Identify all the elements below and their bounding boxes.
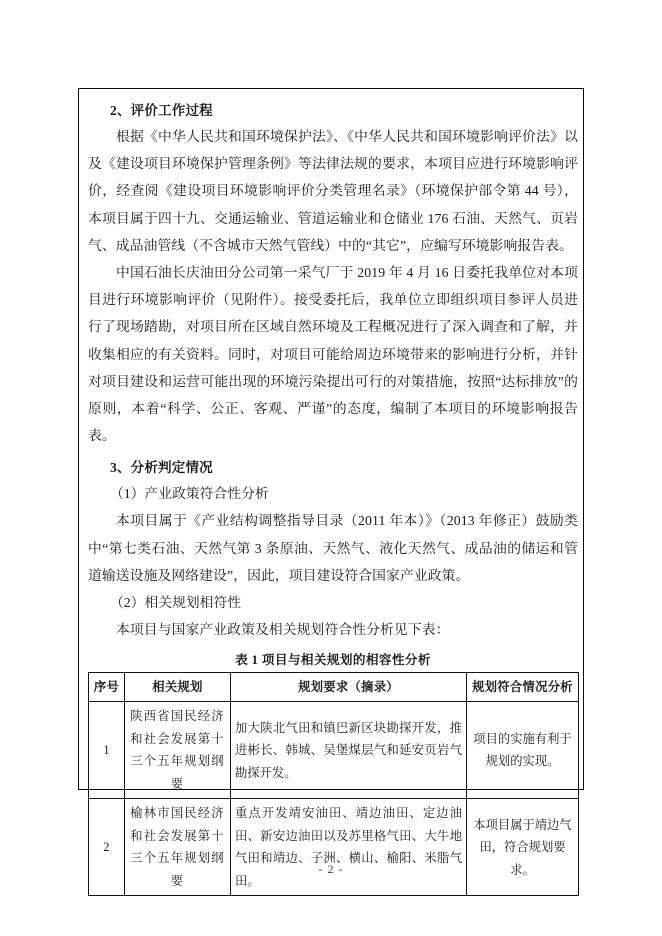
subsection-title-plan-consistency: （2）相关规划相符性 <box>110 595 242 611</box>
cell-conclusion: 项目的实施有利于规划的实现。 <box>467 702 579 799</box>
cell-plan: 榆林市国民经济和社会发展第十三个五年规划纲要 <box>125 799 231 896</box>
table-caption: 表 1 项目与相关规划的相容性分析 <box>235 653 431 668</box>
paragraph-commission-and-survey: 中国石油长庆油田分公司第一采气厂于 2019 年 4 月 16 日委托我单位对本项目进行环境影响评价（见附件）。接受委托后，我单位立即组织项目参评人员进行了现场踏勘，对项目所在区域自然环境及工程概况进行了深入调查和了解，并收集相应的有关资料。同时，对项目可能给周边环境带来的影响进行分析，并针对项目建设和运营可能出现的环境污染提出可行的对策措施，按照“达标排放”的原则，本着“科学、公正、客观、严谨”的态度，编制了本项目的环境影响报告表。 <box>88 265 578 444</box>
paragraph-legal-basis: 根据《中华人民共和国环境保护法》、《中华人民共和国环境影响评价法》以及《建设项目环境保护管理条例》等法律法规的要求，本项目应进行环境影响评价，经查阅《建设项目环境影响评价分类管理名录》（环境保护部令第 44 号），本项目属于四十九、交通运输业、管道运输业和仓储业 176 石油、天然气、页岩气、成品油管线（不含城市天然气管线）中的“其它”，应编写环境影响报告表。 <box>88 129 578 253</box>
section-heading-2: 2、评价工作过程 <box>110 103 213 118</box>
section-analysis-determination <box>88 449 578 643</box>
section-heading-3: 3、分析判定情况 <box>110 460 213 476</box>
paragraph-plan-consistency-intro: 本项目与国家产业政策及相关规划符合性分析见下表： <box>116 622 450 638</box>
table-header-conclusion: 规划符合情况分析 <box>467 673 579 702</box>
table-header-index: 序号 <box>89 673 125 702</box>
paragraph-industrial-policy: 本项目属于《产业结构调整指导目录（2011 年本）》（2013 年修正）鼓励类中“第七类石油、天然气第 3 条原油、天然气、液化天然气、成品油的储运和管道输送设施及网络建设”，因此，项目建设符合国家产业政策。 <box>88 513 578 583</box>
table-header-requirement: 规划要求（摘录） <box>231 673 467 702</box>
table-header-row <box>89 673 579 702</box>
cell-plan: 陕西省国民经济和社会发展第十三个五年规划纲要 <box>125 702 231 799</box>
cell-index: 2 <box>89 799 125 896</box>
document-content <box>88 92 578 896</box>
page-number: - 2 - <box>318 862 344 876</box>
cell-requirement: 重点开发靖安油田、靖边油田、定边油田、新安边油田以及苏里格气田、大牛地气田和靖边、子洲、横山、榆阳、米脂气田。 <box>231 799 467 896</box>
subsection-title-industrial-policy: （1）产业政策符合性分析 <box>110 486 269 502</box>
cell-requirement: 加大陕北气田和镇巴新区块勘探开发，推进彬长、韩城、吴堡煤层气和延安页岩气勘探开发。 <box>231 702 467 799</box>
cell-index: 1 <box>89 702 125 799</box>
cell-conclusion: 本项目属于靖边气田，符合规划要求。 <box>467 799 579 896</box>
section-evaluation-process <box>88 92 578 449</box>
table-row <box>89 799 579 896</box>
table-header-plan: 相关规划 <box>125 673 231 702</box>
table-row <box>89 702 579 799</box>
